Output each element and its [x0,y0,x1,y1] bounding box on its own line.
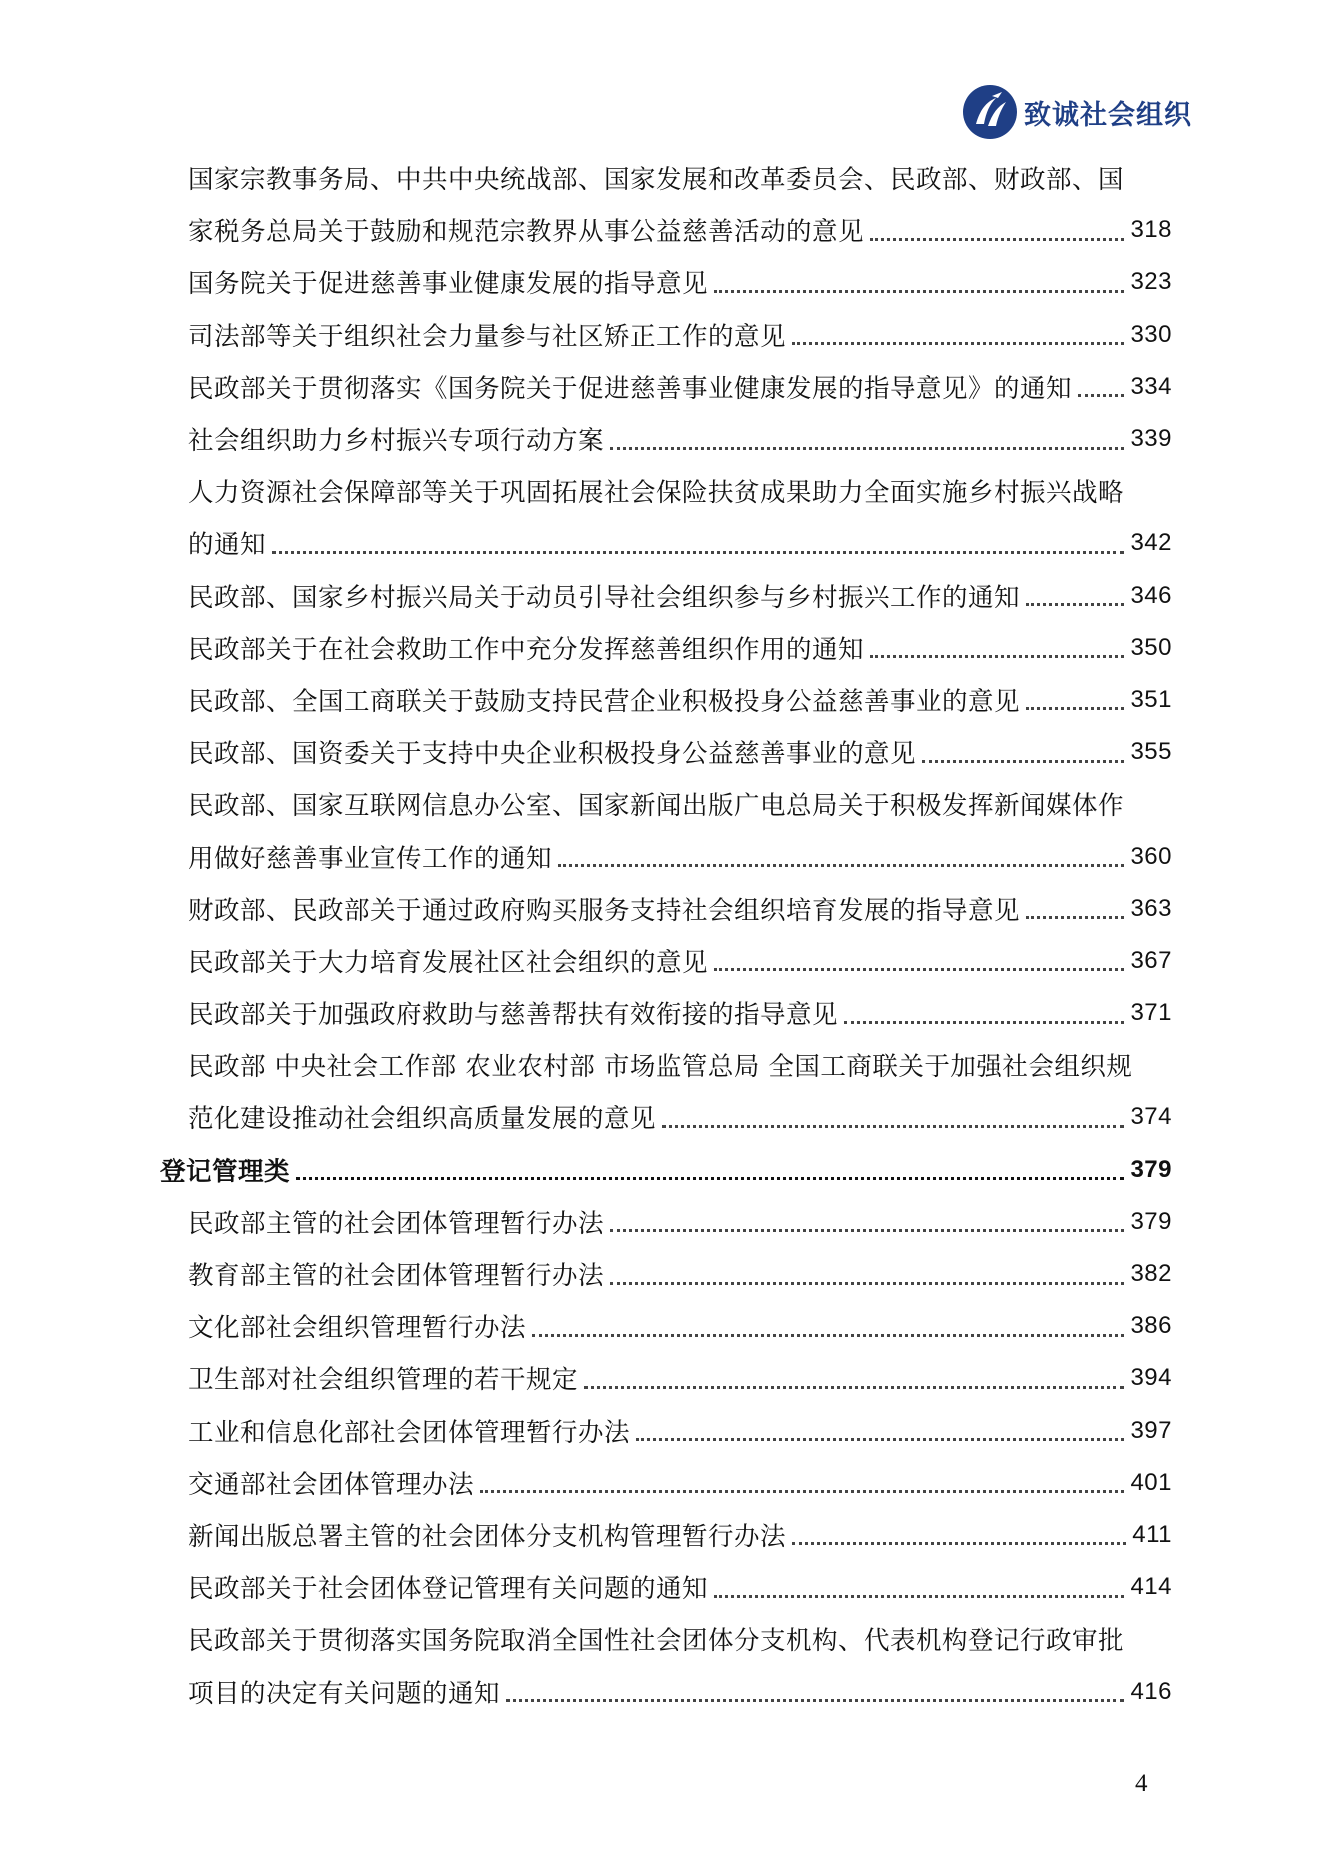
toc-entry-title: 民政部 中央社会工作部 农业农村部 市场监管总局 全国工商联关于加强社会组织规 [188,1052,1133,1083]
toc-page-number: 411 [1132,1520,1172,1548]
dot-leader [480,1490,1124,1493]
dot-leader [922,760,1124,763]
dot-leader [714,290,1124,293]
toc-entry[interactable] [160,987,1172,1039]
toc-entry-title: 用做好慈善事业宣传工作的通知 [188,843,553,874]
toc-entry-title: 国务院关于促进慈善事业健康发展的指导意见 [188,269,709,300]
toc-page-number: 342 [1130,529,1172,557]
toc-entry-title: 民政部、国资委关于支持中央企业积极投身公益慈善事业的意见 [188,739,917,770]
toc-page-number: 330 [1130,320,1172,348]
toc-entry-title: 教育部主管的社会团体管理暂行办法 [188,1261,605,1292]
toc-entry[interactable] [160,517,1172,569]
toc-page-number: 367 [1130,946,1172,974]
dot-leader [272,551,1124,554]
dot-leader [558,864,1124,867]
toc-entry-title: 国家宗教事务局、中共中央统战部、国家发展和改革委员会、民政部、财政部、国 [188,165,1125,196]
toc-entry[interactable] [160,1352,1172,1404]
toc-page-number: 334 [1130,372,1172,400]
toc-entry-title: 家税务总局关于鼓励和规范宗教界从事公益慈善活动的意见 [188,217,865,248]
toc-entry[interactable] [160,1665,1172,1717]
toc-page-number: 346 [1130,581,1172,609]
dot-leader [1026,916,1124,919]
dot-leader [584,1386,1124,1389]
dot-leader [792,342,1124,345]
toc-page-number: 351 [1130,685,1172,713]
toc-entry-title: 登记管理类 [160,1156,291,1187]
toc-entry[interactable] [160,1039,1172,1091]
toc-page-number: 371 [1130,999,1172,1027]
dot-leader [1026,707,1124,710]
toc-page-number: 350 [1130,633,1172,661]
dot-leader [1078,394,1124,397]
toc-page-number: 323 [1130,268,1172,296]
toc-page-number: 382 [1130,1260,1172,1288]
toc-entry-title: 范化建设推动社会组织高质量发展的意见 [188,1104,657,1135]
toc-entry[interactable] [160,883,1172,935]
toc-entry-title: 民政部主管的社会团体管理暂行办法 [188,1208,605,1239]
toc-page-number: 355 [1130,738,1172,766]
toc-entry-title: 民政部、全国工商联关于鼓励支持民营企业积极投身公益慈善事业的意见 [188,686,1021,717]
toc-entry[interactable] [160,1091,1172,1143]
toc-entry-title: 民政部关于贯彻落实国务院取消全国性社会团体分支机构、代表机构登记行政审批 [188,1626,1125,1657]
toc-page-number: 363 [1130,894,1172,922]
toc-entry[interactable] [160,935,1172,987]
dot-leader [1026,603,1124,606]
dot-leader [636,1438,1124,1441]
toc-entry[interactable] [160,726,1172,778]
dot-leader [662,1125,1124,1128]
toc-entry[interactable] [160,622,1172,674]
toc-entry[interactable] [160,1248,1172,1300]
toc-entry-title: 文化部社会组织管理暂行办法 [188,1313,527,1344]
toc-entry-title: 民政部关于在社会救助工作中充分发挥慈善组织作用的通知 [188,634,865,665]
toc-entry-title: 民政部、国家互联网信息办公室、国家新闻出版广电总局关于积极发挥新闻媒体作 [188,791,1125,822]
toc-entry[interactable] [160,1405,1172,1457]
dot-leader [296,1177,1124,1180]
dot-leader [844,1021,1124,1024]
toc-entry-title: 民政部关于社会团体登记管理有关问题的通知 [188,1574,709,1605]
toc-entry-title: 社会组织助力乡村振兴专项行动方案 [188,426,605,457]
toc-entry-title: 卫生部对社会组织管理的若干规定 [188,1365,579,1396]
toc-entry-title: 民政部关于贯彻落实《国务院关于促进慈善事业健康发展的指导意见》的通知 [188,373,1073,404]
toc-entry[interactable] [160,830,1172,882]
toc-page-number: 401 [1130,1468,1172,1496]
toc-page-number: 379 [1130,1155,1172,1183]
toc-entry[interactable] [160,204,1172,256]
toc-page-number: 414 [1130,1573,1172,1601]
dot-leader [506,1699,1124,1702]
toc-entry-title: 新闻出版总署主管的社会团体分支机构管理暂行办法 [188,1521,787,1552]
toc-page-number: 394 [1130,1364,1172,1392]
toc-entry[interactable] [160,465,1172,517]
toc-page-number: 360 [1130,842,1172,870]
page-number: 4 [1135,1770,1148,1797]
toc-entry[interactable] [160,1457,1172,1509]
cc-bird-logo-icon [962,84,1018,140]
toc-entry-title: 的通知 [188,530,267,561]
toc-entry-title: 财政部、民政部关于通过政府购买服务支持社会组织培育发展的指导意见 [188,895,1021,926]
dot-leader [870,238,1124,241]
toc-entry[interactable] [160,413,1172,465]
toc-page-number: 374 [1130,1103,1172,1131]
dot-leader [610,1229,1124,1232]
toc-entry-title: 人力资源社会保障部等关于巩固拓展社会保险扶贫成果助力全面实施乡村振兴战略 [188,478,1125,509]
toc-entry[interactable] [160,570,1172,622]
toc-entry[interactable] [160,1196,1172,1248]
toc-entry[interactable] [160,1300,1172,1352]
toc-entry-title: 项目的决定有关问题的通知 [188,1678,501,1709]
dot-leader [610,447,1124,450]
table-of-contents [160,152,1172,1718]
toc-page-number: 339 [1130,425,1172,453]
toc-entry-title: 民政部关于大力培育发展社区社会组织的意见 [188,947,709,978]
dot-leader [714,968,1124,971]
toc-entry[interactable] [160,1561,1172,1613]
toc-entry-title: 民政部、国家乡村振兴局关于动员引导社会组织参与乡村振兴工作的通知 [188,582,1021,613]
toc-entry[interactable] [160,309,1172,361]
toc-page-number: 397 [1130,1416,1172,1444]
toc-page-number: 416 [1130,1677,1172,1705]
dot-leader [532,1334,1124,1337]
toc-entry[interactable] [160,1509,1172,1561]
toc-entry[interactable] [160,674,1172,726]
toc-entry[interactable] [160,256,1172,308]
toc-entry-title: 民政部关于加强政府救助与慈善帮扶有效衔接的指导意见 [188,1000,839,1031]
toc-page-number: 379 [1130,1207,1172,1235]
toc-entry-title: 司法部等关于组织社会力量参与社区矫正工作的意见 [188,321,787,352]
toc-entry-title: 交通部社会团体管理办法 [188,1469,475,1500]
toc-section-heading[interactable] [160,1144,1172,1196]
header-logo [962,84,1192,140]
toc-entry[interactable] [160,361,1172,413]
dot-leader [714,1595,1124,1598]
toc-entry[interactable] [160,152,1172,204]
dot-leader [610,1282,1124,1285]
toc-entry-title: 工业和信息化部社会团体管理暂行办法 [188,1417,631,1448]
toc-entry[interactable] [160,778,1172,830]
toc-page-number: 386 [1130,1312,1172,1340]
toc-page-number: 318 [1130,216,1172,244]
dot-leader [870,655,1124,658]
toc-entry[interactable] [160,1613,1172,1665]
logo-text: 致诚社会组织 [1024,99,1192,131]
dot-leader [792,1542,1126,1545]
